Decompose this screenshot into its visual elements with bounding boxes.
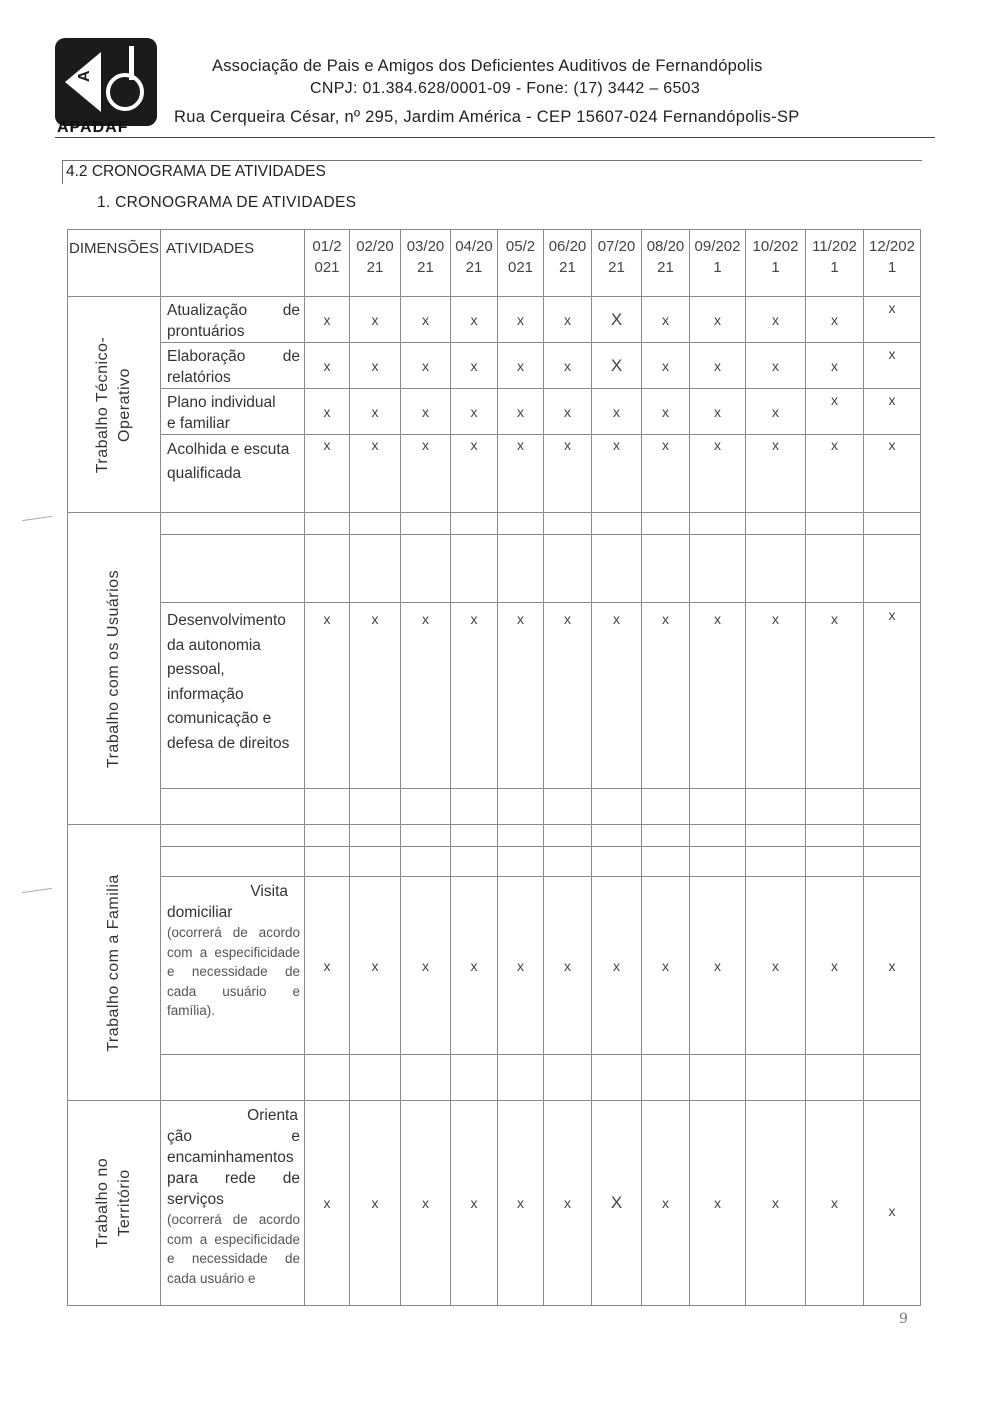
mark-cell: x — [544, 435, 592, 513]
mark-cell: x — [806, 343, 864, 389]
col-month: 09/2021 — [690, 230, 746, 297]
dimension-label: Trabalho com os Usuários — [105, 569, 122, 768]
mark-cell: x — [350, 343, 401, 389]
mark-cell: x — [690, 1101, 746, 1306]
table-row — [68, 789, 921, 825]
mark-cell: x — [498, 389, 544, 435]
col-dimension: DIMENSÕES — [68, 230, 161, 297]
mark-cell: x — [305, 389, 350, 435]
mark-cell: x — [806, 297, 864, 343]
logo-icon — [55, 38, 157, 126]
header-divider — [55, 137, 935, 138]
mark-cell: x — [544, 877, 592, 1055]
mark-cell: x — [451, 1101, 498, 1306]
mark-cell: x — [498, 877, 544, 1055]
activity-cell: Atualização de prontuários — [161, 297, 305, 343]
mark-cell: x — [746, 603, 806, 789]
mark-cell: x — [498, 435, 544, 513]
activity-cell: Orienta ção e encaminhamentos para rede de serviços (ocorrerá de acordo com a especificidade e necessidade de cada usuário e — [161, 1101, 305, 1306]
table-row — [68, 847, 921, 877]
mark-cell: x — [350, 297, 401, 343]
table-row — [68, 343, 921, 389]
mark-cell: x — [642, 343, 690, 389]
mark-cell: x — [864, 603, 921, 789]
org-name: Associação de Pais e Amigos dos Deficientes Auditivos de Fernandópolis — [212, 57, 763, 75]
mark-cell: x — [592, 435, 642, 513]
table-row — [68, 513, 921, 535]
section-title: 4.2 CRONOGRAMA DE ATIVIDADES — [66, 163, 326, 180]
activity-cell: Plano individual e familiar — [161, 389, 305, 435]
mark-cell: x — [401, 435, 451, 513]
table-row — [68, 877, 921, 1055]
mark-cell: x — [544, 297, 592, 343]
mark-cell: x — [642, 877, 690, 1055]
activity-cell: Desenvolvimento da autonomia pessoal, informação comunicação e defesa de direitos — [161, 603, 305, 789]
mark-cell: x — [498, 343, 544, 389]
mark-cell: x — [544, 603, 592, 789]
dimension-cell — [68, 513, 161, 825]
table-row — [68, 1101, 921, 1306]
mark-cell: x — [401, 343, 451, 389]
dimension-cell — [68, 1101, 161, 1306]
cnpj-phone: CNPJ: 01.384.628/0001-09 - Fone: (17) 3442 – 6503 — [310, 80, 701, 97]
mark-cell: x — [642, 389, 690, 435]
page-number: 9 — [899, 1311, 908, 1327]
mark-cell: x — [451, 297, 498, 343]
mark-cell: x — [864, 297, 921, 343]
mark-cell: x — [305, 877, 350, 1055]
address: Rua Cerqueira César, nº 295, Jardim América - CEP 15607-024 Fernandópolis-SP — [174, 108, 800, 126]
mark-cell: x — [350, 1101, 401, 1306]
mark-cell: x — [305, 1101, 350, 1306]
dimension-label: Trabalho no Território — [94, 1157, 133, 1249]
mark-cell: X — [592, 297, 642, 343]
mark-cell: x — [451, 389, 498, 435]
mark-cell: x — [806, 389, 864, 435]
mark-cell: x — [690, 603, 746, 789]
mark-cell: x — [864, 435, 921, 513]
mark-cell: x — [864, 877, 921, 1055]
table-row — [68, 297, 921, 343]
scan-fold-mark — [22, 516, 52, 521]
mark-cell: x — [642, 1101, 690, 1306]
section-subtitle: 1. CRONOGRAMA DE ATIVIDADES — [97, 194, 357, 211]
mark-cell: x — [690, 435, 746, 513]
mark-cell: x — [690, 877, 746, 1055]
col-month: 03/2021 — [401, 230, 451, 297]
activity-cell: Visita domiciliar (ocorrerá de acordo com a especificidade e necessidade de cada usuário e família). — [161, 877, 305, 1055]
mark-cell: x — [592, 603, 642, 789]
mark-cell: x — [451, 435, 498, 513]
mark-cell: x — [498, 1101, 544, 1306]
mark-cell: x — [864, 389, 921, 435]
col-month: 05/2021 — [498, 230, 544, 297]
col-month: 11/2021 — [806, 230, 864, 297]
mark-cell: x — [451, 343, 498, 389]
table-row — [68, 535, 921, 603]
logo-name: APADAF — [57, 119, 129, 136]
mark-cell: x — [350, 389, 401, 435]
col-month: 10/2021 — [746, 230, 806, 297]
table-row — [68, 1055, 921, 1101]
mark-cell: x — [864, 1101, 921, 1306]
mark-cell: x — [806, 877, 864, 1055]
mark-cell: x — [350, 435, 401, 513]
mark-cell: x — [746, 1101, 806, 1306]
mark-cell: x — [451, 603, 498, 789]
col-month: 04/2021 — [451, 230, 498, 297]
mark-cell: x — [642, 435, 690, 513]
mark-cell: x — [544, 1101, 592, 1306]
mark-cell: x — [864, 343, 921, 389]
table-row — [68, 825, 921, 847]
dimension-cell — [68, 825, 161, 1101]
mark-cell: x — [690, 389, 746, 435]
mark-cell: x — [642, 603, 690, 789]
mark-cell: x — [592, 389, 642, 435]
mark-cell: x — [746, 435, 806, 513]
col-month: 07/2021 — [592, 230, 642, 297]
table-header-row — [68, 230, 921, 297]
dimension-cell — [68, 297, 161, 513]
table-row — [68, 389, 921, 435]
mark-cell: x — [690, 297, 746, 343]
mark-cell: x — [746, 343, 806, 389]
mark-cell: x — [401, 877, 451, 1055]
col-month: 06/2021 — [544, 230, 592, 297]
col-month: 08/2021 — [642, 230, 690, 297]
svg-text:A: A — [76, 70, 93, 82]
mark-cell: x — [592, 877, 642, 1055]
activity-cell: Acolhida e escuta qualificada — [161, 435, 305, 513]
mark-cell: x — [746, 297, 806, 343]
mark-cell: x — [401, 389, 451, 435]
mark-cell: x — [690, 343, 746, 389]
col-month: 02/2021 — [350, 230, 401, 297]
col-month: 12/2021 — [864, 230, 921, 297]
mark-cell: x — [305, 343, 350, 389]
mark-cell: x — [350, 603, 401, 789]
mark-cell: x — [401, 603, 451, 789]
mark-cell: X — [592, 1101, 642, 1306]
mark-cell: x — [498, 297, 544, 343]
mark-cell: x — [401, 1101, 451, 1306]
mark-cell: x — [350, 877, 401, 1055]
mark-cell: x — [806, 1101, 864, 1306]
mark-cell: x — [498, 603, 544, 789]
mark-cell: X — [592, 343, 642, 389]
mark-cell: x — [544, 343, 592, 389]
col-month: 01/2021 — [305, 230, 350, 297]
col-activities: ATIVIDADES — [161, 230, 305, 297]
dimension-label: Trabalho com a Familia — [105, 873, 122, 1052]
mark-cell: x — [451, 877, 498, 1055]
mark-cell: x — [746, 389, 806, 435]
table-row — [68, 435, 921, 513]
mark-cell: x — [305, 435, 350, 513]
scan-fold-mark — [22, 888, 52, 893]
table-row — [68, 603, 921, 789]
mark-cell: x — [806, 435, 864, 513]
mark-cell: x — [806, 603, 864, 789]
mark-cell: x — [642, 297, 690, 343]
mark-cell: x — [305, 603, 350, 789]
dimension-label: Trabalho Técnico- Operativo — [94, 336, 133, 473]
mark-cell: x — [401, 297, 451, 343]
activity-cell: Elaboração de relatórios — [161, 343, 305, 389]
mark-cell: x — [305, 297, 350, 343]
mark-cell: x — [746, 877, 806, 1055]
mark-cell: x — [544, 389, 592, 435]
schedule-table — [67, 229, 921, 1306]
